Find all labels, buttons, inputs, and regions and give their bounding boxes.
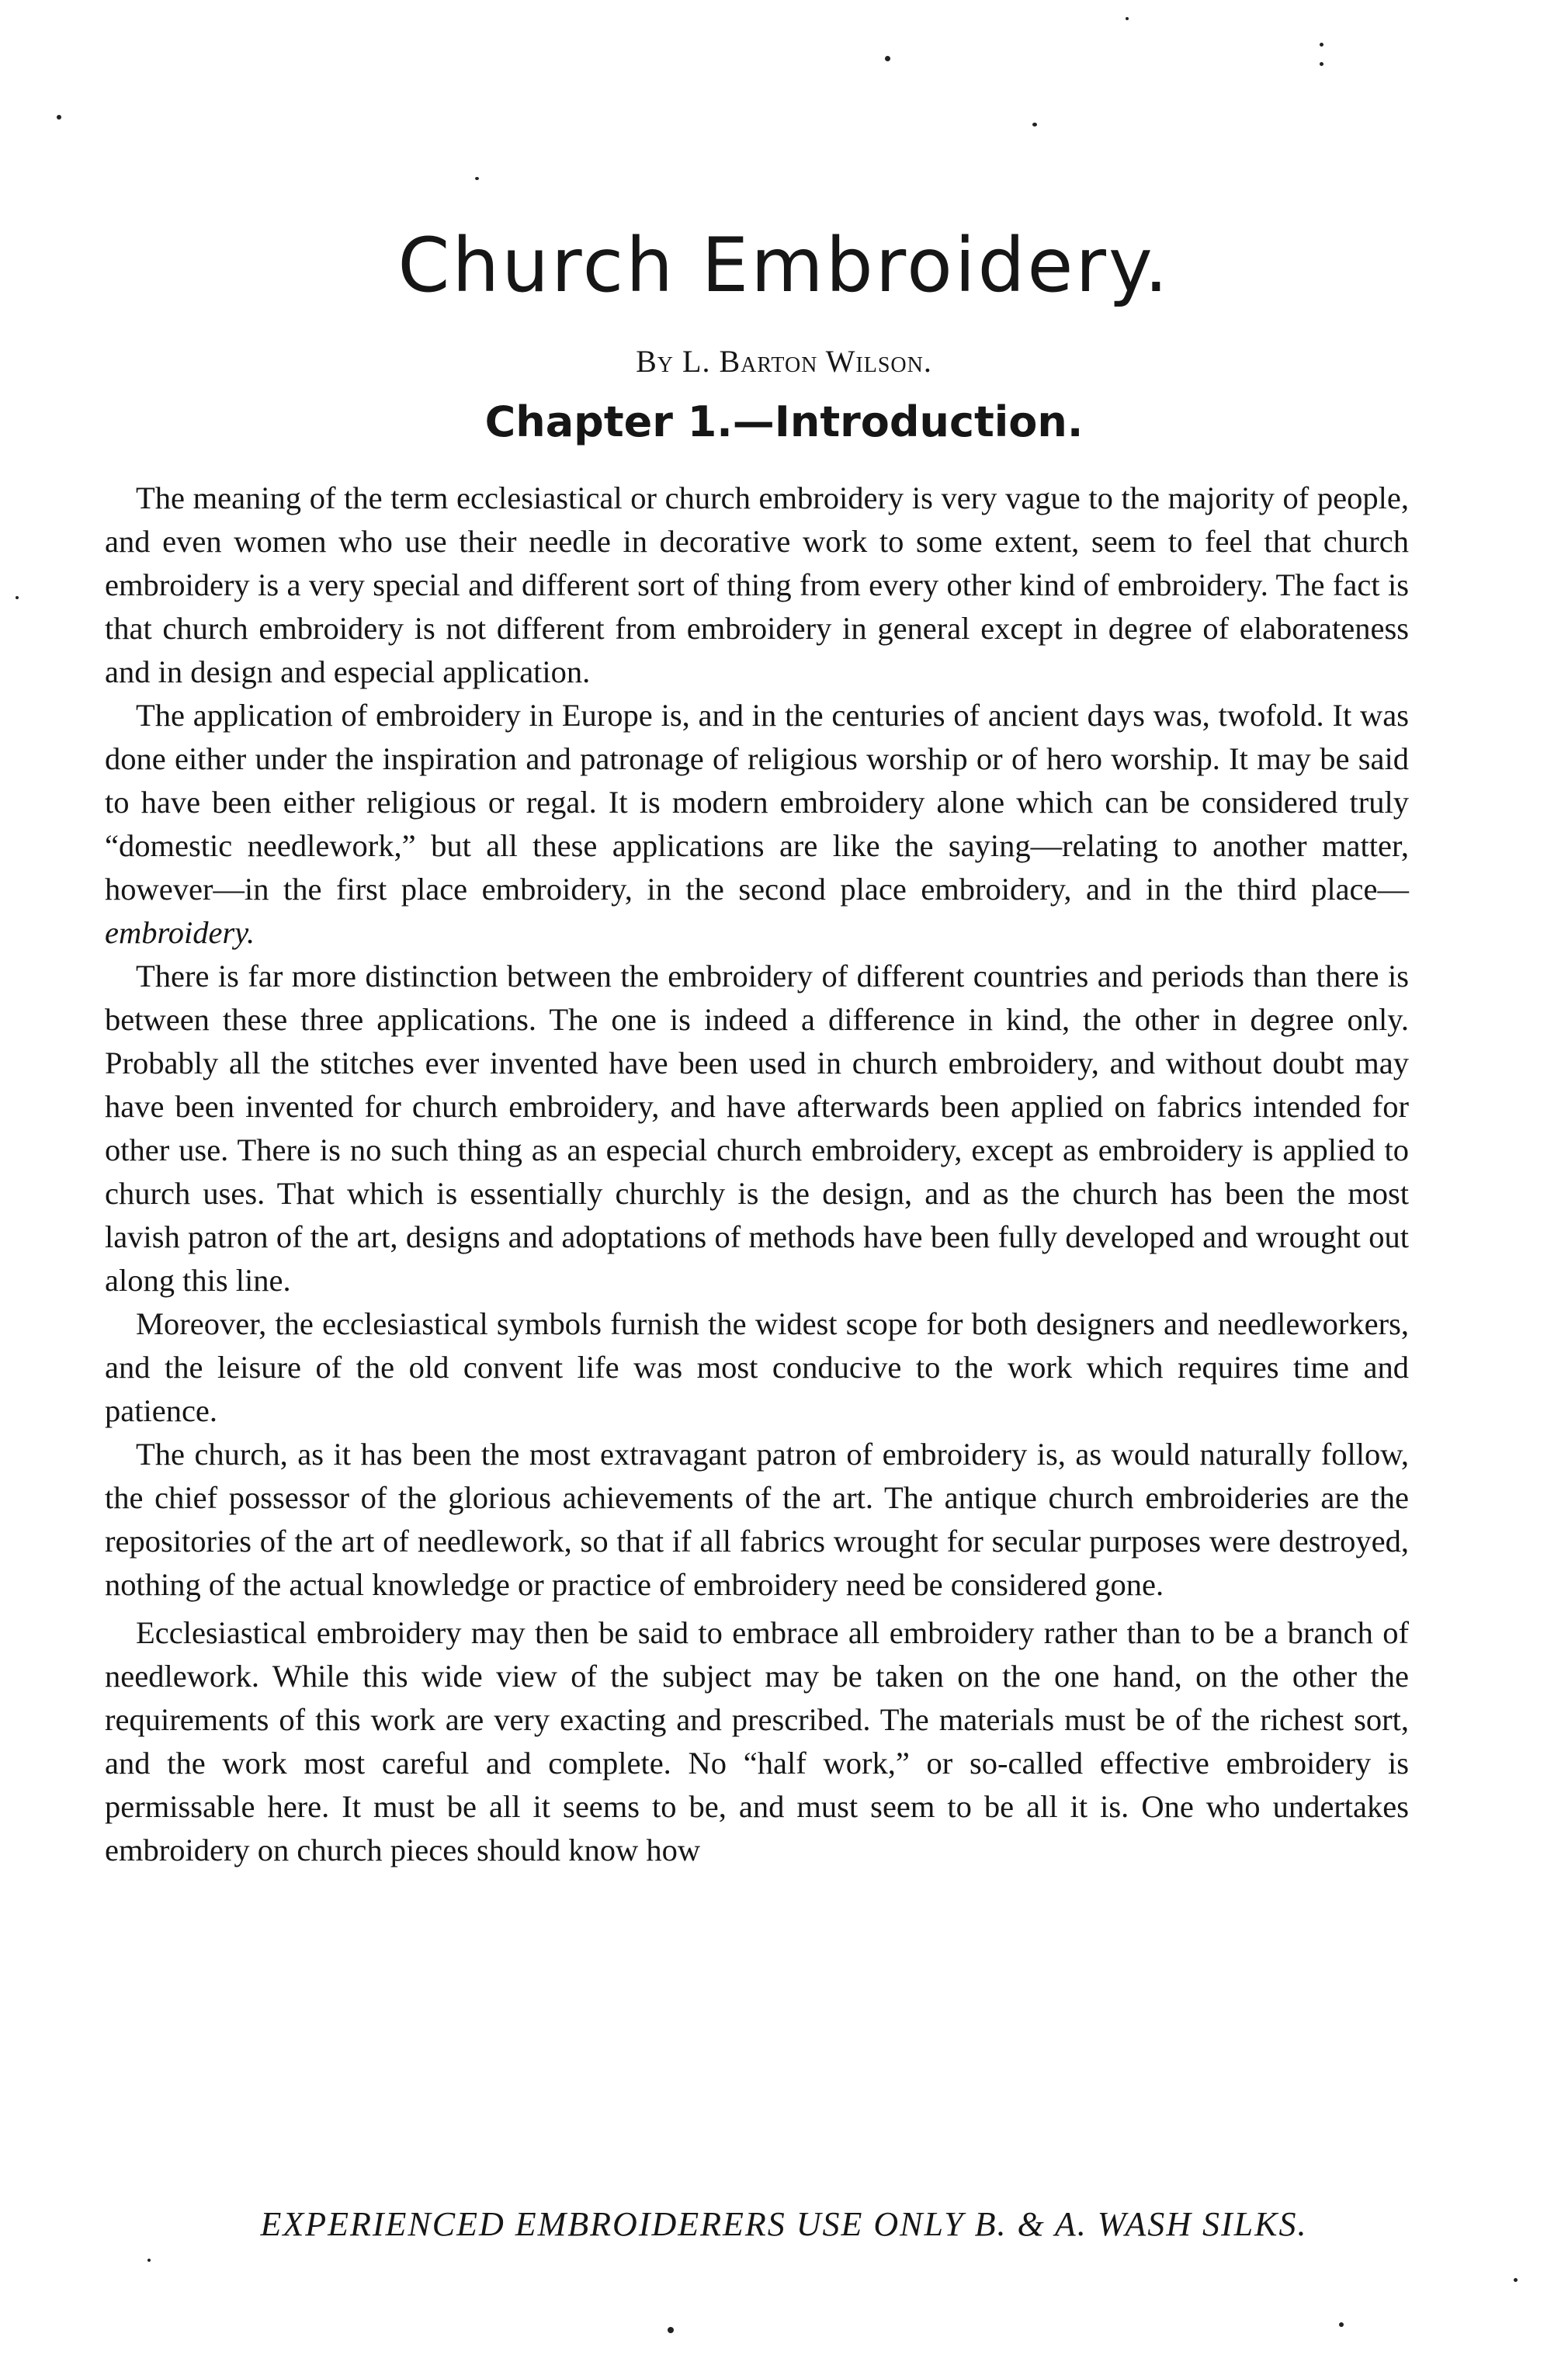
advertisement-footer: EXPERIENCED EMBROIDERERS USE ONLY B. & A. WASH SILKS.	[260, 2205, 1308, 2243]
scan-speck	[1032, 123, 1037, 127]
article-byline: By L. Barton Wilson.	[636, 344, 932, 379]
scan-speck	[1339, 2322, 1344, 2327]
paragraph-1: The meaning of the term ecclesiastical or church embroidery is very vague to the majority of people, and even women who use their needle in decorative work to some extent, seem to feel that church embroidery is a very special and different sort of thing from every other kind of embroidery. The fact is that church embroidery is not different from embroidery in general except in degree of elaborateness and in design and especial application.	[105, 480, 1409, 689]
scan-speck	[668, 2327, 674, 2333]
scan-speck	[1320, 43, 1323, 47]
scan-speck	[1126, 17, 1129, 20]
article-body	[105, 477, 1409, 1872]
paragraph-6: Ecclesiastical embroidery may then be said to embrace all embroidery rather than to be a branch of needlework. While this wide view of the subject may be taken on the one hand, on the other the requirements of this work are very exacting and prescribed. The materials must be of the richest sort, and the work most careful and complete. No “half work,” or so-called effective embroidery is permissable here. It must be all it seems to be, and must seem to be all it is. One who undertakes embroidery on church pieces should know how	[105, 1615, 1409, 1867]
scan-speck	[147, 2259, 151, 2262]
scan-speck	[57, 115, 61, 120]
scan-speck	[1320, 62, 1323, 66]
chapter-heading: Chapter 1.—Introduction.	[484, 397, 1084, 446]
paragraph-5: The church, as it has been the most extravagant patron of embroidery is, as would naturally follow, the chief possessor of the glorious achievements of the art. The antique church embroideries are the repositories of the art of needlework, so that if all fabrics wrought for secular purposes were destroyed, nothing of the actual knowledge or practice of embroidery need be considered gone.	[105, 1437, 1409, 1602]
paragraph-3: There is far more distinction between the embroidery of different countries and periods than there is between these three applications. The one is indeed a difference in kind, the other in degree only. Probably all the stitches ever invented have been used in church embroidery, and without doubt may have been invented for church embroidery, and have afterwards been applied on fabrics intended for other use. There is no such thing as an especial church embroidery, except as embroidery is applied to church uses. That which is essentially churchly is the design, and as the church has been the most lavish patron of the art, designs and adoptations of methods have been fully developed and wrought out along this line.	[105, 959, 1409, 1298]
paragraph-2-text: The application of embroidery in Europe is, and in the centuries of ancient days was, twofold. It was done either under the inspiration and patronage of religious worship or of hero worship. It may be said to have been either religious or regal. It is modern embroidery alone which can be considered truly “domestic needlework,” but all these applications are like the saying—relating to another matter, however—in the first place embroidery, in the second place embroidery, and in the third place—	[105, 698, 1409, 907]
scan-speck	[475, 177, 479, 180]
scan-speck	[1514, 2278, 1518, 2282]
paragraph-2	[105, 694, 1409, 955]
emphasis-word: embroidery.	[105, 915, 255, 950]
article-title: Church Embroidery.	[397, 222, 1171, 309]
paragraph-4: Moreover, the ecclesiastical symbols furnish the widest scope for both designers and needleworkers, and the leisure of the old convent life was most conducive to the work which requires time and patience.	[105, 1306, 1409, 1428]
scan-speck	[885, 56, 890, 61]
scan-speck	[16, 596, 19, 599]
